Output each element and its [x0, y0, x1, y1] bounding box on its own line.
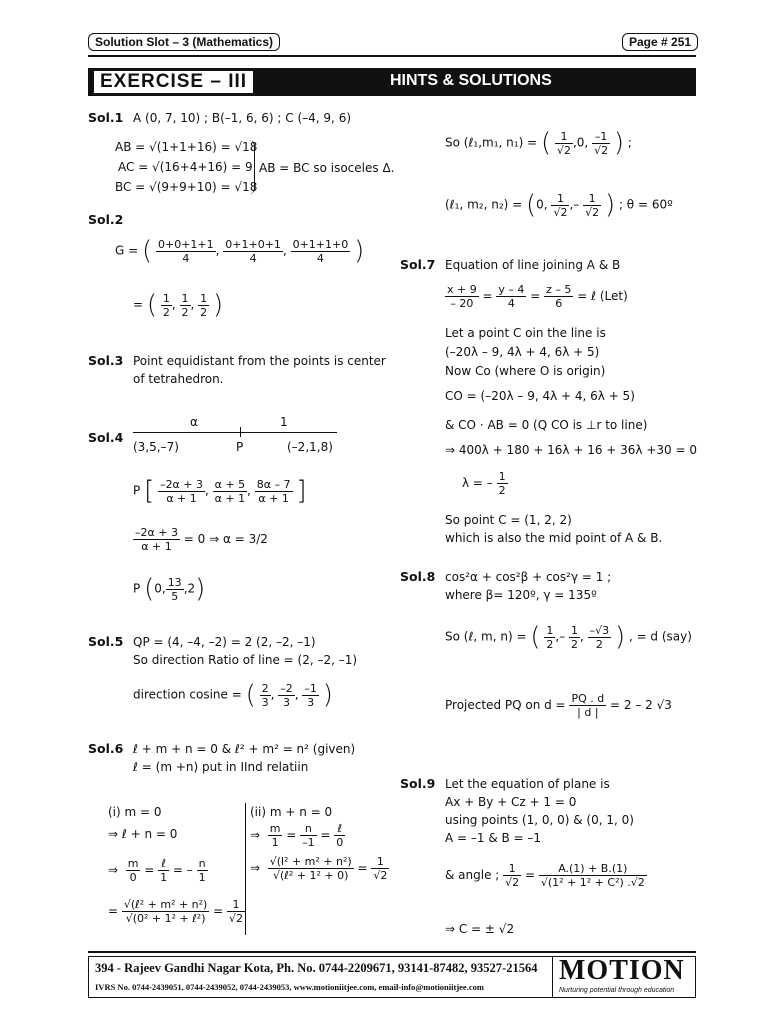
footer-rule — [88, 951, 696, 953]
sol7-lambda: $\frac{1}{2}$ — [498, 470, 506, 497]
sol9-f1: $\frac{1}{√2}$ — [505, 862, 520, 889]
sol1-label: Sol.1 — [88, 110, 124, 125]
hints-title: HINTS & SOLUTIONS — [390, 72, 552, 89]
sol4-final: P (0, $\frac{13}{5}$ ,2) — [133, 574, 206, 604]
sol6-label: Sol.6 — [88, 741, 124, 756]
sol6-c1: (i) m = 0 — [108, 805, 162, 819]
paren-icon: ( — [245, 680, 256, 710]
sol2-frac2: $\frac{0+1+0+1}{4}$ — [225, 237, 281, 265]
sol8-proj: Projected PQ on d = $\frac{PQ . d}{| d |}$ = 2 – 2 √3 — [445, 692, 672, 719]
sol9-line2: Ax + By + Cz + 1 = 0 — [445, 795, 577, 809]
paren-icon: ( — [540, 128, 552, 158]
sol6-d2f2: $\frac{n}{-1}$ — [302, 822, 315, 849]
paren-icon: ) — [195, 574, 206, 604]
paren-icon: ) — [212, 290, 224, 320]
bracket-icon: [ — [144, 476, 155, 506]
sol7-l2: Let a point C oin the line is — [445, 326, 606, 340]
sol8-f1: $\frac{1}{2}$ — [546, 623, 554, 651]
sol7-l8: λ = – $\frac{1}{2}$ — [462, 470, 506, 497]
sol2-result: = ( $\frac{1}{2}$ , $\frac{1}{2}$ , $\frac{1}{2}$ ) — [133, 290, 224, 320]
sol2-half3: $\frac{1}{2}$ — [200, 291, 208, 319]
sol6-d1: (ii) m + n = 0 — [250, 805, 333, 819]
sol7-eq: $\frac{x + 9}{- 20}$ = $\frac{y - 4}{4}$ = $\frac{z - 5}{6}$ = ℓ (Let) — [447, 283, 628, 310]
sol6-line1: ℓ + m + n = 0 & ℓ² + m² = n² (given) — [133, 742, 356, 756]
sol4-p1: (3,5,–7) — [133, 440, 179, 454]
paren-icon: ( — [142, 236, 153, 266]
sol7-label: Sol.7 — [400, 257, 436, 272]
right-so1: So (ℓ₁,m₁, n₁) = ( $\frac{1}{√2}$ ,0, $\frac{-1}{√2}$ ) ; — [445, 128, 632, 158]
sol5-line2: So direction Ratio of line = (2, –2, –1) — [133, 653, 358, 667]
sol4-label: Sol.4 — [88, 430, 124, 445]
sol6-d3r: $\frac{1}{√2}$ — [373, 855, 388, 882]
sol2-frac1: $\frac{0+0+1+1}{4}$ — [157, 237, 214, 265]
sol4-fz: $\frac{8\alpha - 7}{\alpha + 1}$ — [256, 477, 291, 505]
sol4-point: P [ $\frac{-2\alpha + 3}{\alpha + 1}$ , $\frac{\alpha + 5}{\alpha + 1}$ , $\frac{8\alpha - 7}{\alpha + 1}$ ] — [133, 476, 307, 506]
paren-icon: ) — [604, 190, 616, 220]
sol2-label: Sol.2 — [88, 212, 124, 227]
sol5-dc: direction cosine = ( $\frac{2}{3}$ , $\frac{-2}{3}$ , $\frac{-1}{3}$ ) — [133, 680, 333, 710]
sol1-conclusion: AB = BC so isoceles Δ. — [259, 161, 395, 175]
exercise-title: EXERCISE – III — [92, 69, 255, 95]
sol5-label: Sol.5 — [88, 634, 124, 649]
sol1-brace — [248, 140, 255, 194]
sol4-fx: $\frac{-2\alpha + 3}{\alpha + 1}$ — [160, 477, 204, 505]
sol3-line2: of tetrahedron. — [133, 372, 224, 386]
sol9-f2: $\frac{A.(1) + B.(1)}{\text{√(1² + 1² + C²) .√2}}$ — [540, 862, 645, 889]
paren-icon: ) — [614, 622, 626, 652]
footer-ivrs: IVRS No. 0744-2439051, 0744-2439052, 0744-2439053, www.motioniitjee.com, email-info@motioniitjee.com — [95, 982, 484, 992]
sol4-p2: (–2,1,8) — [287, 440, 333, 454]
sol2-half1: $\frac{1}{2}$ — [162, 291, 170, 319]
sol3-line1: Point equidistant from the points is center — [133, 354, 386, 368]
sol4-fy: $\frac{\alpha + 5}{\alpha + 1}$ — [214, 477, 246, 505]
sol6-d3f: $\frac{\text{√(l² + m² + n²)}}{\text{√(ℓ² + 1² + 0)}}$ — [269, 855, 352, 882]
sol9-angle: & angle ; $\frac{1}{√2}$ = $\frac{A.(1) + B.(1)}{\text{√(1² + 1² + C²) .√2}}$ — [445, 862, 645, 889]
sol8-label: Sol.8 — [400, 569, 436, 584]
exercise-bar — [88, 68, 696, 96]
paren-icon: ( — [530, 622, 541, 652]
footer-divider — [552, 957, 553, 997]
sol7-l3: (–20λ – 9, 4λ + 4, 6λ + 5) — [445, 345, 600, 359]
sol9-res: ⇒ C = ± √2 — [445, 922, 515, 936]
sol6-divider — [245, 803, 246, 935]
sol9-line3: using points (1, 0, 0) & (0, 1, 0) — [445, 813, 634, 827]
sol6-c4f: $\frac{\text{√(ℓ² + m² + n²)}}{\text{√(0² + 1² + ℓ²)}}$ — [123, 898, 208, 925]
sol4-final-frac: $\frac{13}{5}$ — [167, 575, 182, 603]
sol1-bc: BC = √(9+9+10) = √18 — [115, 180, 258, 194]
sol8-line2: where β= 120º, γ = 135º — [445, 588, 597, 602]
paren-icon: ) — [322, 680, 333, 710]
page-number: Page # 251 — [622, 33, 698, 51]
sol6-c4r: $\frac{1}{√2}$ — [229, 898, 244, 925]
sol6-c3f3: $\frac{n}{1}$ — [198, 857, 206, 884]
slot-label: Solution Slot – 3 (Mathematics) — [88, 33, 280, 51]
sol6-line2: ℓ = (m +n) put in IInd relatiin — [133, 760, 309, 774]
sol4-segment — [133, 432, 337, 433]
sol2-frac3: $\frac{0+1+1+0}{4}$ — [292, 237, 349, 265]
sol8-so: So (ℓ, m, n) = ( $\frac{1}{2}$ ,– $\frac{1}{2}$ , $\frac{-√3}{2}$ ) , = d (say) — [445, 622, 692, 652]
sol1-ab: AB = √(1+1+16) = √18 — [115, 140, 258, 154]
right-b2: $\frac{1}{√2}$ — [553, 191, 568, 219]
sol6-c3f1: $\frac{m}{0}$ — [127, 857, 139, 884]
sol6-d2: ⇒ $\frac{m}{1}$ = $\frac{n}{-1}$ = $\frac{\text{ℓ}}{0}$ — [250, 822, 344, 849]
sol7-f1: $\frac{x + 9}{- 20}$ — [447, 283, 477, 310]
sol2-g: G = — [115, 243, 139, 258]
sol6-c4: = $\frac{\text{√(ℓ² + m² + n²)}}{\text{√(0² + 1² + ℓ²)}}$ = $\frac{1}{√2}$ — [108, 898, 244, 925]
sol7-f3: $\frac{z - 5}{6}$ — [546, 283, 572, 310]
bracket-icon: ] — [296, 476, 307, 506]
footer-box — [88, 956, 696, 998]
motion-logo: MOTION — [559, 955, 685, 986]
sol5-line1: QP = (4, –4, –2) = 2 (2, –2, –1) — [133, 635, 316, 649]
sol4-equation: $\frac{-2\alpha + 3}{\alpha + 1}$ = 0 ⇒ α = 3/2 — [135, 526, 268, 553]
sol5-f2: $\frac{-2}{3}$ — [280, 681, 293, 709]
sol5-f3: $\frac{-1}{3}$ — [304, 681, 317, 709]
sol6-d2f3: $\frac{\text{ℓ}}{0}$ — [336, 822, 344, 849]
sol7-l5: CO = (–20λ – 9, 4λ + 4, 6λ + 5) — [445, 389, 635, 403]
sol2-eq: G = ( $\frac{0+0+1+1}{4}$ , $\frac{0+1+0+1}{4}$ , $\frac{0+1+1+0}{4}$ ) — [115, 236, 365, 266]
sol6-c3f2: $\frac{\text{ℓ}}{1}$ — [160, 857, 168, 884]
sol4-tick — [240, 427, 241, 437]
sol7-line1: Equation of line joining A & B — [445, 258, 621, 272]
sol6-d2f1: $\frac{m}{1}$ — [269, 822, 281, 849]
sol8-f2: $\frac{1}{2}$ — [570, 623, 578, 651]
paren-icon: ( — [526, 190, 537, 220]
right-so2: (ℓ₁, m₂, n₂) = (0, $\frac{1}{√2}$ ,– $\frac{1}{√2}$ ) ; θ = 60º — [445, 190, 673, 220]
sol8-projfrac: $\frac{PQ . d}{| d |}$ — [571, 692, 605, 719]
sol9-label: Sol.9 — [400, 776, 436, 791]
sol8-line1: cos²α + cos²β + cos²γ = 1 ; — [445, 570, 612, 584]
sol6-c3: ⇒ $\frac{m}{0}$ = $\frac{\text{ℓ}}{1}$ = – $\frac{n}{1}$ — [108, 857, 206, 884]
sol1-given: A (0, 7, 10) ; B(–1, 6, 6) ; C (–4, 9, 6) — [133, 111, 352, 125]
sol9-line1: Let the equation of plane is — [445, 777, 610, 791]
sol4-p: P — [236, 440, 244, 454]
right-b3: $\frac{1}{√2}$ — [585, 191, 600, 219]
paren-icon: ( — [144, 574, 155, 604]
sol4-one: 1 — [280, 415, 288, 429]
sol7-l7: ⇒ 400λ + 180 + 16λ + 16 + 36λ +30 = 0 — [445, 443, 697, 457]
sol6-d3: ⇒ $\frac{\text{√(l² + m² + n²)}}{\text{√(ℓ² + 1² + 0)}}$ = $\frac{1}{√2}$ — [250, 855, 388, 882]
sol1-ac: AC = √(16+4+16) = 9 — [118, 160, 253, 174]
sol3-label: Sol.3 — [88, 353, 124, 368]
right-a1: $\frac{1}{√2}$ — [556, 129, 571, 157]
paren-icon: ) — [613, 128, 625, 158]
footer-tagline: Nurturing potential through education — [559, 987, 675, 994]
sol7-l10: which is also the mid point of A & B. — [445, 531, 663, 545]
footer-address: 394 - Rajeev Gandhi Nagar Kota, Ph. No. 0744-2209671, 93141-87482, 93527-21564 — [95, 961, 538, 975]
sol9-line4: A = –1 & B = –1 — [445, 831, 542, 845]
sol4-eqfrac: $\frac{-2\alpha + 3}{\alpha + 1}$ — [135, 526, 178, 553]
header-rule — [88, 55, 696, 57]
right-a3: $\frac{-1}{√2}$ — [594, 129, 609, 157]
sol7-f2: $\frac{y - 4}{4}$ — [498, 283, 525, 310]
sol8-f3: $\frac{-√3}{2}$ — [589, 623, 610, 651]
sol7-l4: Now Co (where O is origin) — [445, 364, 606, 378]
paren-icon: ( — [146, 290, 158, 320]
sol5-f1: $\frac{2}{3}$ — [261, 681, 269, 709]
sol7-l9: So point C = (1, 2, 2) — [445, 513, 572, 527]
paren-icon: ) — [354, 236, 365, 266]
sol4-alpha: α — [190, 415, 198, 429]
sol2-half2: $\frac{1}{2}$ — [181, 291, 189, 319]
sol6-c2: ⇒ ℓ + n = 0 — [108, 827, 178, 841]
sol7-l6: & CO · AB = 0 (Q CO is ⊥r to line) — [445, 418, 648, 432]
